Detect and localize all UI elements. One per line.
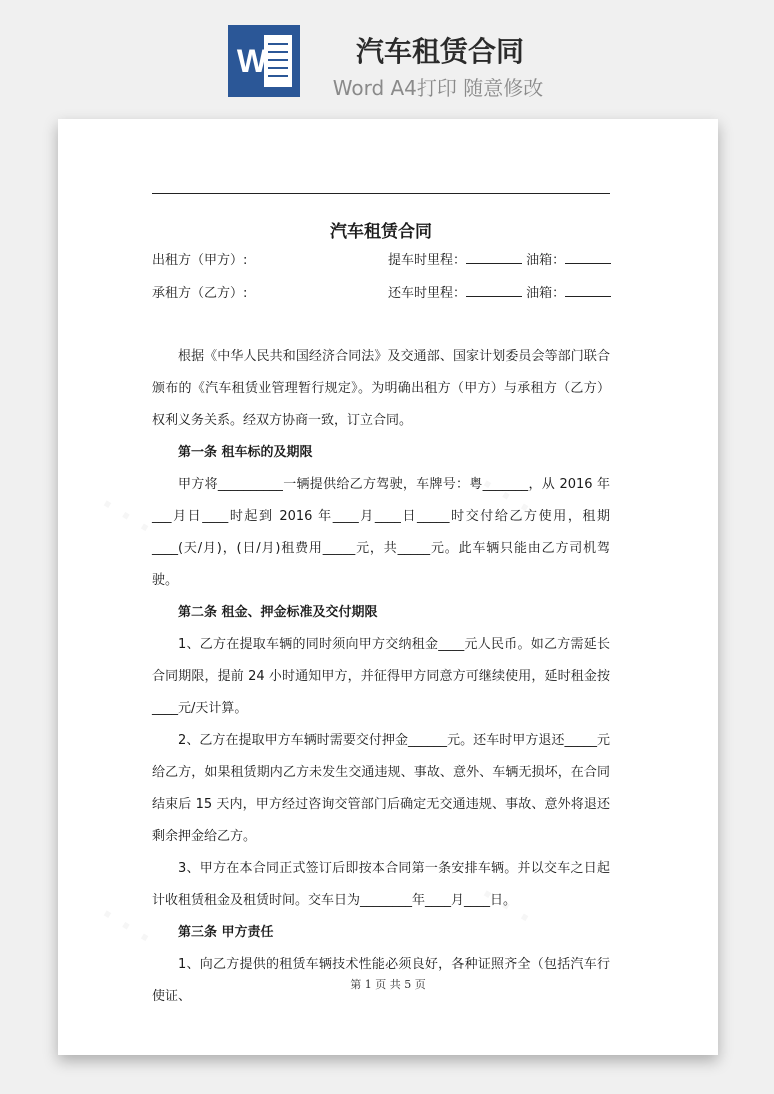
word-icon-letter: W [236, 43, 268, 79]
return-fuel-blank [565, 284, 611, 297]
lessee-field [152, 282, 247, 301]
paragraph-2-1: 1、乙方在提取车辆的同时须向甲方交纳租金____元人民币。如乙方需延长合同期限，提前 24 小时通知甲方，并征得甲方同意方可继续使用，延时租金按____元/天计算。 [152, 637, 610, 716]
paragraph-2-2: 2、乙方在提取甲方车辆时需要交付押金______元。还车时甲方退还_____元给乙方，如果租赁期内乙方未发生交通违规、事故、意外、车辆无损坏，在合同结束后 15 天内，甲方经过咨询交管部门后确定无交通违规、事故、意外将退还剩余押金给乙方。 [152, 733, 610, 844]
pickup-fuel-blank [565, 251, 611, 264]
return-mileage-field [388, 282, 611, 301]
document-body [152, 341, 610, 1013]
banner-subtitle: Word A4打印 随意修改 [332, 76, 544, 100]
banner [0, 0, 774, 112]
document-page: · · · · · · · · · · · · 汽车租赁合同 出租方（甲方）: 提车时里程： 油箱： 承租方（乙方）: 还车时里程： 油箱： 根据《中华人民共和国经济合同法》及交通部、国家计划委员会等部门联合颁布的《汽车租赁业管理暂行规定》。为明确出租方（甲方）与承租方（乙方）权利义务关系。经双方协商一致，订立合同。 第一条 租车标的及期限 甲方将__________一辆提供给乙方驾驶，车牌号：粤_______，从 2016 年___月日____时起到 2016 年____月____日_____时交付给乙方使用，租期____(天/月)，(日/月)租费用_____元，共_____元。此车辆只能由乙方司机驾驶。 第二条 租金、押金标准及交付期限 1、乙方在提取车辆的同时须向甲方交纳租金____元人民币。如乙方需延长合同期限，提前 24 小时通知甲方，并征得甲方同意方可继续使用，延时租金按____元/天计算。 2、乙方在提取甲方车辆时需要交付押金______元。还车时甲方退还_____元给乙方，如果租赁期内乙方未发生交通违规、事故、意外、车辆无损坏，在合同结束后 15 天内，甲方经过咨询交管部门后确定无交通违规、事故、意外将退还剩余押金给乙方。 3、甲方在本合同正式签订后即按本合同第一条安排车辆。并以交车之日起计收租赁租金及租赁时间。交车日为________年____月____日。 第三条 甲方责任 1、向乙方提供的租赁车辆技术性能必须良好，各种证照齐全（包括汽车行使证、 第 1 页 共 5 页 [58, 119, 718, 1055]
pickup-mileage-label: 提车时里程： [388, 253, 467, 268]
return-mileage-label: 还车时里程： [388, 286, 467, 301]
paragraph-2-3: 3、甲方在本合同正式签订后即按本合同第一条安排车辆。并以交车之日起计收租赁租金及租赁时间。交车日为________年____月____日。 [152, 861, 610, 908]
article-heading-3: 第三条 甲方责任 [178, 925, 274, 940]
pickup-mileage-field [388, 249, 611, 268]
lessor-field [152, 249, 247, 268]
pickup-mileage-blank [466, 251, 522, 264]
paragraph-article-1: 甲方将__________一辆提供给乙方驾驶，车牌号：粤_______，从 2016 年___月日____时起到 2016 年____月____日_____时交付给乙方使用，租期____(天/月)，(日/月)租费用_____元，共_____元。此车辆只能由乙方司机驾驶。 [152, 477, 610, 588]
return-mileage-blank [466, 284, 522, 297]
paragraph-preamble: 根据《中华人民共和国经济合同法》及交通部、国家计划委员会等部门联合颁布的《汽车租赁业管理暂行规定》。为明确出租方（甲方）与承租方（乙方）权利义务关系。经双方协商一致，订立合同。 [152, 349, 610, 428]
lessee-label: 承租方（乙方）: [152, 286, 248, 301]
banner-title: 汽车租赁合同 [355, 35, 524, 68]
article-heading-2: 第二条 租金、押金标准及交付期限 [178, 605, 378, 620]
pickup-fuel-label: 油箱： [526, 253, 566, 268]
return-fuel-label: 油箱： [526, 286, 566, 301]
paragraph-3-1: 1、向乙方提供的租赁车辆技术性能必须良好，各种证照齐全（包括汽车行使证、 [152, 957, 610, 1004]
lessor-label: 出租方（甲方）: [152, 253, 248, 268]
word-icon [228, 25, 300, 97]
article-heading-1: 第一条 租车标的及期限 [178, 445, 313, 460]
document-title: 汽车租赁合同 [330, 222, 432, 242]
header-rule [152, 193, 610, 194]
page-footer: 第 1 页 共 5 页 [350, 978, 426, 991]
